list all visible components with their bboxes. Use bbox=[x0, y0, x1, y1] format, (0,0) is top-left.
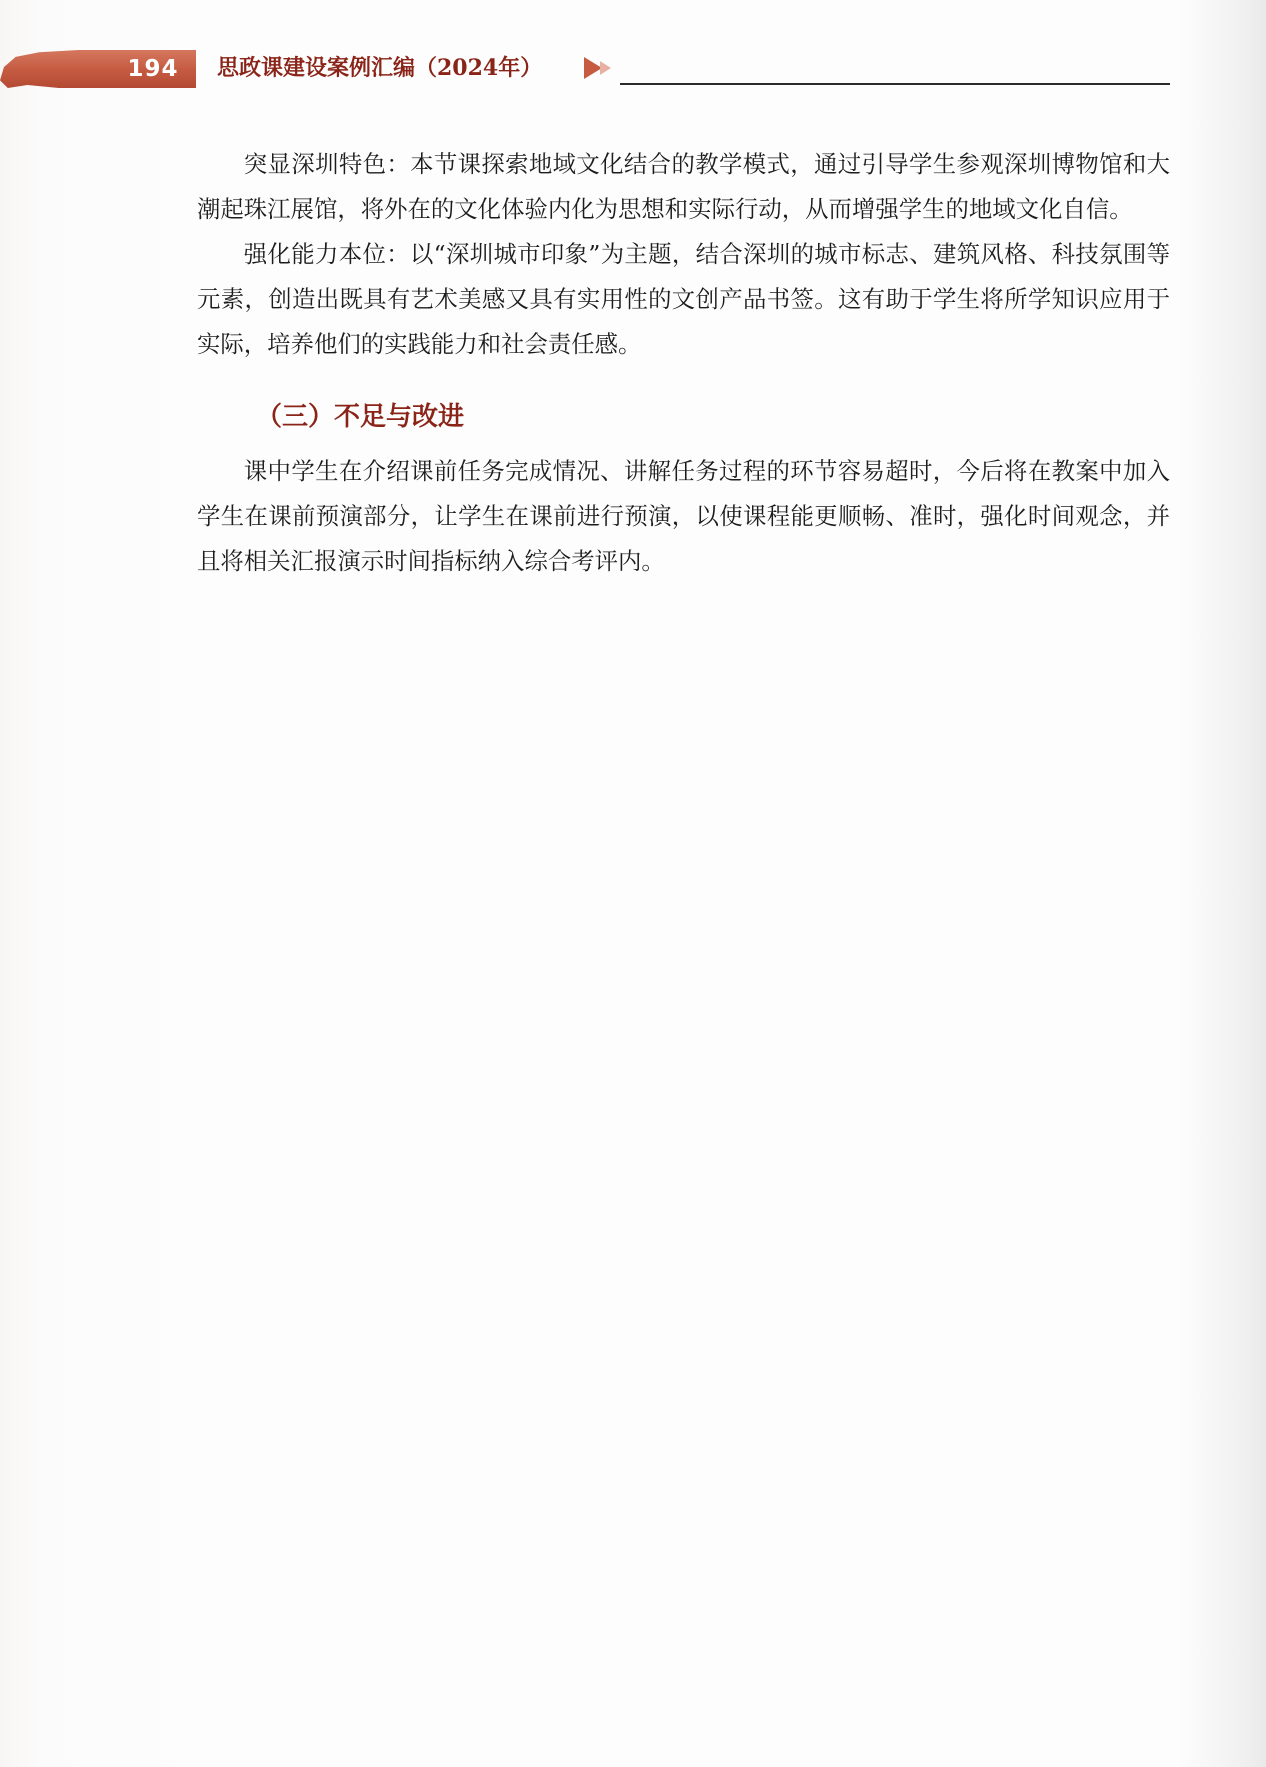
paragraph-improvement: 课中学生在介绍课前任务完成情况、讲解任务过程的环节容易超时，今后将在教案中加入学生在课前预演部分，让学生在课前进行预演，以使课程能更顺畅、准时，强化时间观念，并且将相关汇报演示时间指标纳入综合考评内。 bbox=[197, 457, 1170, 575]
page-number: 194 bbox=[127, 56, 179, 82]
arrow-shadow-icon bbox=[600, 61, 611, 75]
running-title: 思政课建设案例汇编（2024年） bbox=[217, 55, 543, 81]
header-rule bbox=[620, 83, 1170, 85]
page-content bbox=[197, 142, 1170, 584]
paragraph-ability-focus: 强化能力本位：以“深圳城市印象”为主题，结合深圳的城市标志、建筑风格、科技氛围等元素，创造出既具有艺术美感又具有实用性的文创产品书签。这有助于学生将所学知识应用于实际，培养他们的实践能力和社会责任感。 bbox=[197, 240, 1170, 358]
section-heading: （三）不足与改进 bbox=[256, 402, 465, 432]
paragraph-shenzhen-feature: 突显深圳特色：本节课探索地域文化结合的教学模式，通过引导学生参观深圳博物馆和大潮起珠江展馆，将外在的文化体验内化为思想和实际行动，从而增强学生的地域文化自信。 bbox=[197, 150, 1170, 223]
